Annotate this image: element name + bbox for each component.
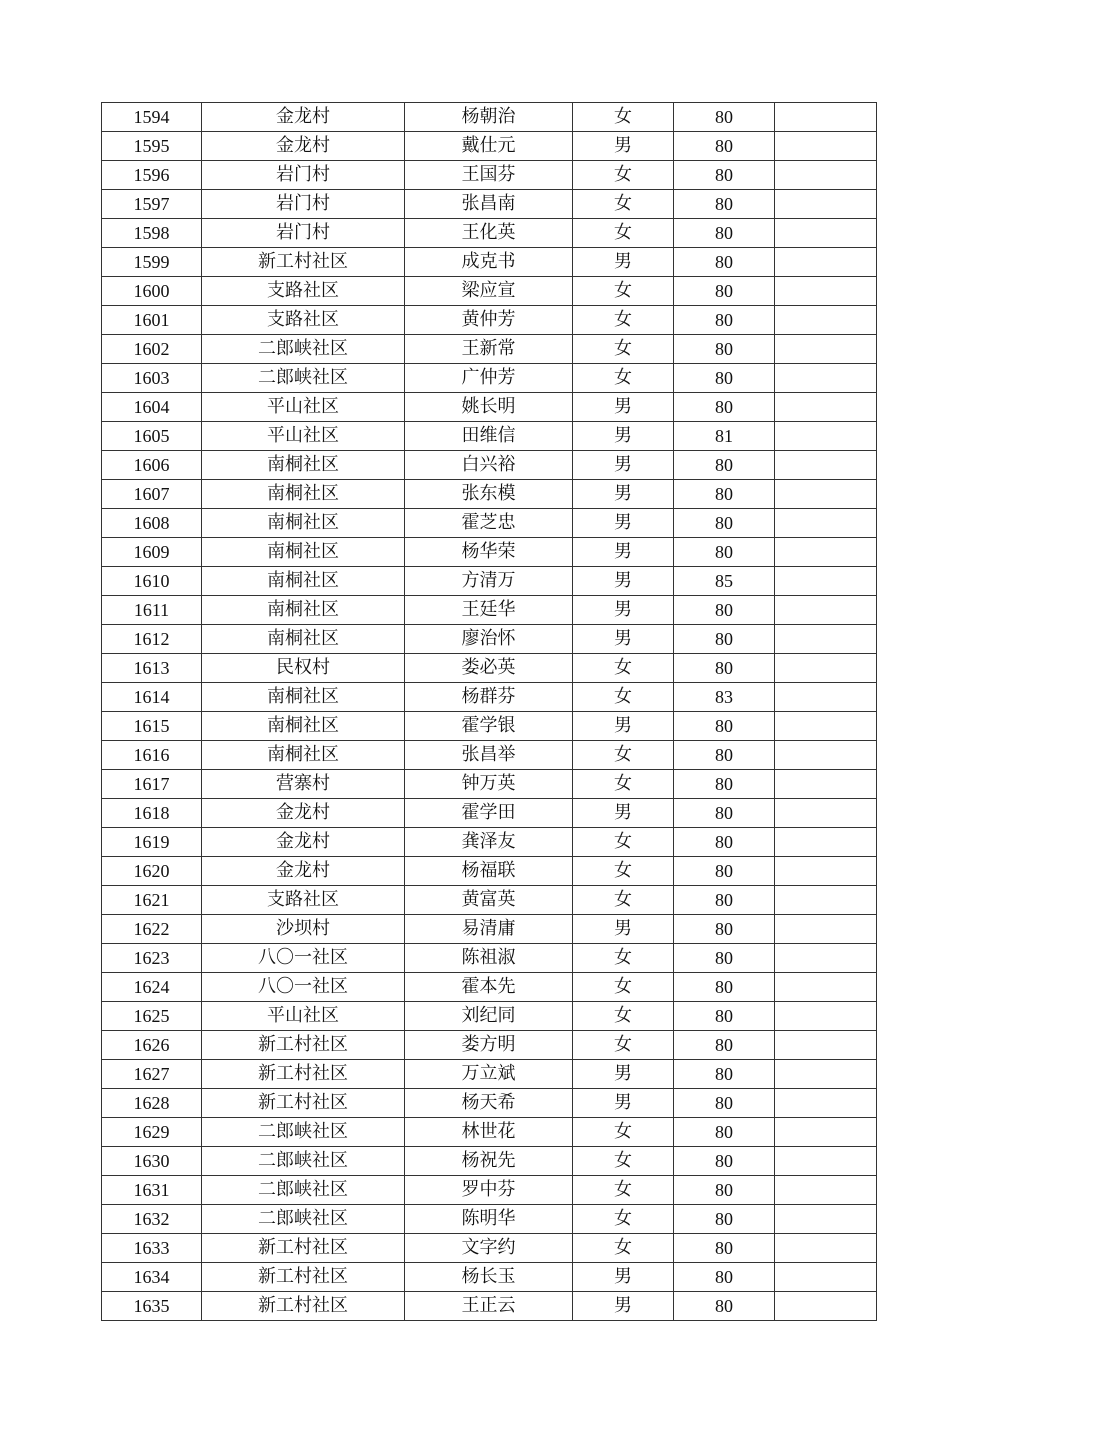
serial-number-cell: 1605	[102, 422, 202, 451]
table-row	[102, 683, 877, 712]
community-cell: 南桐社区	[202, 741, 405, 770]
name-cell: 王新常	[405, 335, 573, 364]
gender-cell: 男	[573, 1292, 674, 1321]
serial-number-cell: 1631	[102, 1176, 202, 1205]
gender-cell: 男	[573, 799, 674, 828]
remark-cell	[775, 915, 877, 944]
table-row	[102, 1089, 877, 1118]
remark-cell	[775, 944, 877, 973]
remark-cell	[775, 683, 877, 712]
gender-cell: 女	[573, 886, 674, 915]
age-cell: 80	[674, 1060, 775, 1089]
table-row	[102, 393, 877, 422]
serial-number-cell: 1614	[102, 683, 202, 712]
name-cell: 姚长明	[405, 393, 573, 422]
table-row	[102, 1263, 877, 1292]
community-cell: 新工村社区	[202, 1292, 405, 1321]
age-cell: 80	[674, 364, 775, 393]
remark-cell	[775, 1031, 877, 1060]
community-cell: 二郎峡社区	[202, 1118, 405, 1147]
age-cell: 80	[674, 1002, 775, 1031]
table-row	[102, 770, 877, 799]
table-row	[102, 335, 877, 364]
age-cell: 80	[674, 654, 775, 683]
serial-number-cell: 1617	[102, 770, 202, 799]
remark-cell	[775, 770, 877, 799]
serial-number-cell: 1621	[102, 886, 202, 915]
name-cell: 杨祝先	[405, 1147, 573, 1176]
serial-number-cell: 1634	[102, 1263, 202, 1292]
remark-cell	[775, 364, 877, 393]
serial-number-cell: 1624	[102, 973, 202, 1002]
table-row	[102, 1002, 877, 1031]
age-cell: 80	[674, 741, 775, 770]
community-cell: 新工村社区	[202, 1234, 405, 1263]
remark-cell	[775, 1118, 877, 1147]
gender-cell: 女	[573, 944, 674, 973]
serial-number-cell: 1628	[102, 1089, 202, 1118]
remark-cell	[775, 567, 877, 596]
remark-cell	[775, 103, 877, 132]
name-cell: 易清庸	[405, 915, 573, 944]
table-row	[102, 567, 877, 596]
age-cell: 85	[674, 567, 775, 596]
community-cell: 二郎峡社区	[202, 1176, 405, 1205]
serial-number-cell: 1632	[102, 1205, 202, 1234]
remark-cell	[775, 306, 877, 335]
age-cell: 80	[674, 1176, 775, 1205]
age-cell: 80	[674, 103, 775, 132]
table-row	[102, 625, 877, 654]
remark-cell	[775, 509, 877, 538]
name-cell: 万立斌	[405, 1060, 573, 1089]
remark-cell	[775, 132, 877, 161]
community-cell: 金龙村	[202, 828, 405, 857]
roster-table-body	[102, 103, 877, 1321]
community-cell: 岩门村	[202, 190, 405, 219]
table-row	[102, 1205, 877, 1234]
serial-number-cell: 1616	[102, 741, 202, 770]
table-row	[102, 248, 877, 277]
remark-cell	[775, 1205, 877, 1234]
gender-cell: 女	[573, 654, 674, 683]
table-row	[102, 915, 877, 944]
table-row	[102, 538, 877, 567]
name-cell: 杨华荣	[405, 538, 573, 567]
community-cell: 南桐社区	[202, 509, 405, 538]
remark-cell	[775, 190, 877, 219]
community-cell: 支路社区	[202, 306, 405, 335]
age-cell: 80	[674, 451, 775, 480]
serial-number-cell: 1594	[102, 103, 202, 132]
community-cell: 支路社区	[202, 277, 405, 306]
community-cell: 八〇一社区	[202, 944, 405, 973]
age-cell: 80	[674, 306, 775, 335]
community-cell: 八〇一社区	[202, 973, 405, 1002]
age-cell: 80	[674, 1147, 775, 1176]
table-row	[102, 219, 877, 248]
remark-cell	[775, 654, 877, 683]
serial-number-cell: 1601	[102, 306, 202, 335]
age-cell: 80	[674, 277, 775, 306]
table-row	[102, 161, 877, 190]
serial-number-cell: 1629	[102, 1118, 202, 1147]
name-cell: 张东模	[405, 480, 573, 509]
table-row	[102, 799, 877, 828]
serial-number-cell: 1630	[102, 1147, 202, 1176]
community-cell: 平山社区	[202, 1002, 405, 1031]
community-cell: 新工村社区	[202, 248, 405, 277]
serial-number-cell: 1626	[102, 1031, 202, 1060]
name-cell: 广仲芳	[405, 364, 573, 393]
community-cell: 南桐社区	[202, 480, 405, 509]
community-cell: 南桐社区	[202, 538, 405, 567]
remark-cell	[775, 1234, 877, 1263]
name-cell: 杨长玉	[405, 1263, 573, 1292]
name-cell: 霍芝忠	[405, 509, 573, 538]
name-cell: 白兴裕	[405, 451, 573, 480]
table-row	[102, 480, 877, 509]
roster-sheet	[101, 102, 877, 1321]
remark-cell	[775, 1002, 877, 1031]
gender-cell: 女	[573, 828, 674, 857]
gender-cell: 男	[573, 480, 674, 509]
gender-cell: 女	[573, 857, 674, 886]
serial-number-cell: 1615	[102, 712, 202, 741]
gender-cell: 男	[573, 422, 674, 451]
gender-cell: 女	[573, 1118, 674, 1147]
table-row	[102, 712, 877, 741]
serial-number-cell: 1603	[102, 364, 202, 393]
age-cell: 80	[674, 712, 775, 741]
remark-cell	[775, 1147, 877, 1176]
remark-cell	[775, 422, 877, 451]
serial-number-cell: 1622	[102, 915, 202, 944]
age-cell: 80	[674, 944, 775, 973]
name-cell: 王廷华	[405, 596, 573, 625]
remark-cell	[775, 857, 877, 886]
gender-cell: 女	[573, 973, 674, 1002]
serial-number-cell: 1606	[102, 451, 202, 480]
remark-cell	[775, 1060, 877, 1089]
age-cell: 83	[674, 683, 775, 712]
serial-number-cell: 1613	[102, 654, 202, 683]
gender-cell: 男	[573, 915, 674, 944]
age-cell: 80	[674, 1263, 775, 1292]
community-cell: 南桐社区	[202, 683, 405, 712]
serial-number-cell: 1609	[102, 538, 202, 567]
remark-cell	[775, 596, 877, 625]
remark-cell	[775, 219, 877, 248]
gender-cell: 女	[573, 1031, 674, 1060]
serial-number-cell: 1625	[102, 1002, 202, 1031]
age-cell: 80	[674, 219, 775, 248]
table-row	[102, 596, 877, 625]
table-row	[102, 1118, 877, 1147]
remark-cell	[775, 161, 877, 190]
community-cell: 新工村社区	[202, 1060, 405, 1089]
serial-number-cell: 1620	[102, 857, 202, 886]
name-cell: 杨福联	[405, 857, 573, 886]
gender-cell: 女	[573, 364, 674, 393]
age-cell: 81	[674, 422, 775, 451]
gender-cell: 女	[573, 277, 674, 306]
age-cell: 80	[674, 161, 775, 190]
name-cell: 罗中芬	[405, 1176, 573, 1205]
serial-number-cell: 1596	[102, 161, 202, 190]
serial-number-cell: 1604	[102, 393, 202, 422]
age-cell: 80	[674, 1292, 775, 1321]
table-row	[102, 103, 877, 132]
gender-cell: 女	[573, 306, 674, 335]
remark-cell	[775, 712, 877, 741]
gender-cell: 女	[573, 103, 674, 132]
gender-cell: 男	[573, 625, 674, 654]
table-row	[102, 828, 877, 857]
community-cell: 新工村社区	[202, 1089, 405, 1118]
serial-number-cell: 1612	[102, 625, 202, 654]
gender-cell: 女	[573, 1176, 674, 1205]
table-row	[102, 364, 877, 393]
name-cell: 杨群芬	[405, 683, 573, 712]
community-cell: 新工村社区	[202, 1263, 405, 1292]
serial-number-cell: 1599	[102, 248, 202, 277]
community-cell: 营寨村	[202, 770, 405, 799]
age-cell: 80	[674, 132, 775, 161]
community-cell: 南桐社区	[202, 451, 405, 480]
gender-cell: 男	[573, 509, 674, 538]
name-cell: 成克书	[405, 248, 573, 277]
community-cell: 民权村	[202, 654, 405, 683]
name-cell: 文字约	[405, 1234, 573, 1263]
table-row	[102, 1060, 877, 1089]
gender-cell: 男	[573, 1089, 674, 1118]
remark-cell	[775, 538, 877, 567]
community-cell: 金龙村	[202, 857, 405, 886]
table-row	[102, 1031, 877, 1060]
remark-cell	[775, 799, 877, 828]
table-row	[102, 857, 877, 886]
age-cell: 80	[674, 596, 775, 625]
name-cell: 田维信	[405, 422, 573, 451]
serial-number-cell: 1618	[102, 799, 202, 828]
community-cell: 岩门村	[202, 219, 405, 248]
remark-cell	[775, 480, 877, 509]
name-cell: 龚泽友	[405, 828, 573, 857]
serial-number-cell: 1611	[102, 596, 202, 625]
name-cell: 张昌举	[405, 741, 573, 770]
serial-number-cell: 1597	[102, 190, 202, 219]
age-cell: 80	[674, 538, 775, 567]
name-cell: 刘纪同	[405, 1002, 573, 1031]
name-cell: 王化英	[405, 219, 573, 248]
name-cell: 娄方明	[405, 1031, 573, 1060]
age-cell: 80	[674, 335, 775, 364]
serial-number-cell: 1627	[102, 1060, 202, 1089]
name-cell: 杨朝治	[405, 103, 573, 132]
gender-cell: 男	[573, 538, 674, 567]
community-cell: 南桐社区	[202, 712, 405, 741]
community-cell: 二郎峡社区	[202, 1147, 405, 1176]
name-cell: 娄必英	[405, 654, 573, 683]
name-cell: 黄富英	[405, 886, 573, 915]
remark-cell	[775, 248, 877, 277]
gender-cell: 男	[573, 132, 674, 161]
table-row	[102, 306, 877, 335]
community-cell: 金龙村	[202, 103, 405, 132]
community-cell: 南桐社区	[202, 596, 405, 625]
age-cell: 80	[674, 480, 775, 509]
community-cell: 支路社区	[202, 886, 405, 915]
table-row	[102, 944, 877, 973]
table-row	[102, 1234, 877, 1263]
community-cell: 南桐社区	[202, 625, 405, 654]
roster-table	[101, 102, 877, 1321]
name-cell: 张昌南	[405, 190, 573, 219]
remark-cell	[775, 451, 877, 480]
community-cell: 岩门村	[202, 161, 405, 190]
table-row	[102, 654, 877, 683]
table-row	[102, 1292, 877, 1321]
table-row	[102, 509, 877, 538]
remark-cell	[775, 973, 877, 1002]
serial-number-cell: 1600	[102, 277, 202, 306]
gender-cell: 女	[573, 190, 674, 219]
name-cell: 霍学银	[405, 712, 573, 741]
name-cell: 戴仕元	[405, 132, 573, 161]
age-cell: 80	[674, 857, 775, 886]
name-cell: 王国芬	[405, 161, 573, 190]
community-cell: 二郎峡社区	[202, 335, 405, 364]
table-row	[102, 1176, 877, 1205]
name-cell: 陈明华	[405, 1205, 573, 1234]
table-row	[102, 1147, 877, 1176]
age-cell: 80	[674, 799, 775, 828]
gender-cell: 女	[573, 741, 674, 770]
remark-cell	[775, 277, 877, 306]
community-cell: 二郎峡社区	[202, 364, 405, 393]
table-row	[102, 190, 877, 219]
gender-cell: 女	[573, 1002, 674, 1031]
gender-cell: 男	[573, 567, 674, 596]
age-cell: 80	[674, 1234, 775, 1263]
serial-number-cell: 1619	[102, 828, 202, 857]
age-cell: 80	[674, 393, 775, 422]
serial-number-cell: 1608	[102, 509, 202, 538]
gender-cell: 男	[573, 451, 674, 480]
gender-cell: 女	[573, 1205, 674, 1234]
serial-number-cell: 1598	[102, 219, 202, 248]
name-cell: 方清万	[405, 567, 573, 596]
table-row	[102, 422, 877, 451]
gender-cell: 男	[573, 393, 674, 422]
remark-cell	[775, 741, 877, 770]
name-cell: 林世花	[405, 1118, 573, 1147]
age-cell: 80	[674, 828, 775, 857]
name-cell: 钟万英	[405, 770, 573, 799]
community-cell: 新工村社区	[202, 1031, 405, 1060]
name-cell: 霍学田	[405, 799, 573, 828]
remark-cell	[775, 1263, 877, 1292]
name-cell: 黄仲芳	[405, 306, 573, 335]
name-cell: 廖治怀	[405, 625, 573, 654]
age-cell: 80	[674, 625, 775, 654]
name-cell: 王正云	[405, 1292, 573, 1321]
remark-cell	[775, 886, 877, 915]
table-row	[102, 132, 877, 161]
gender-cell: 女	[573, 219, 674, 248]
gender-cell: 男	[573, 596, 674, 625]
age-cell: 80	[674, 509, 775, 538]
community-cell: 平山社区	[202, 422, 405, 451]
age-cell: 80	[674, 1205, 775, 1234]
remark-cell	[775, 828, 877, 857]
gender-cell: 女	[573, 335, 674, 364]
age-cell: 80	[674, 973, 775, 1002]
gender-cell: 男	[573, 712, 674, 741]
gender-cell: 女	[573, 1234, 674, 1263]
community-cell: 金龙村	[202, 799, 405, 828]
gender-cell: 女	[573, 683, 674, 712]
gender-cell: 女	[573, 1147, 674, 1176]
remark-cell	[775, 1089, 877, 1118]
gender-cell: 女	[573, 161, 674, 190]
table-row	[102, 451, 877, 480]
serial-number-cell: 1602	[102, 335, 202, 364]
serial-number-cell: 1635	[102, 1292, 202, 1321]
age-cell: 80	[674, 1089, 775, 1118]
name-cell: 杨天希	[405, 1089, 573, 1118]
remark-cell	[775, 1292, 877, 1321]
name-cell: 陈祖淑	[405, 944, 573, 973]
community-cell: 南桐社区	[202, 567, 405, 596]
name-cell: 梁应宣	[405, 277, 573, 306]
age-cell: 80	[674, 886, 775, 915]
serial-number-cell: 1610	[102, 567, 202, 596]
name-cell: 霍本先	[405, 973, 573, 1002]
age-cell: 80	[674, 190, 775, 219]
gender-cell: 男	[573, 248, 674, 277]
serial-number-cell: 1633	[102, 1234, 202, 1263]
age-cell: 80	[674, 248, 775, 277]
remark-cell	[775, 393, 877, 422]
gender-cell: 男	[573, 1263, 674, 1292]
remark-cell	[775, 335, 877, 364]
gender-cell: 女	[573, 770, 674, 799]
community-cell: 金龙村	[202, 132, 405, 161]
remark-cell	[775, 625, 877, 654]
table-row	[102, 973, 877, 1002]
table-row	[102, 277, 877, 306]
community-cell: 平山社区	[202, 393, 405, 422]
serial-number-cell: 1607	[102, 480, 202, 509]
table-row	[102, 886, 877, 915]
community-cell: 二郎峡社区	[202, 1205, 405, 1234]
remark-cell	[775, 1176, 877, 1205]
age-cell: 80	[674, 770, 775, 799]
serial-number-cell: 1595	[102, 132, 202, 161]
community-cell: 沙坝村	[202, 915, 405, 944]
gender-cell: 男	[573, 1060, 674, 1089]
age-cell: 80	[674, 915, 775, 944]
age-cell: 80	[674, 1118, 775, 1147]
serial-number-cell: 1623	[102, 944, 202, 973]
table-row	[102, 741, 877, 770]
age-cell: 80	[674, 1031, 775, 1060]
